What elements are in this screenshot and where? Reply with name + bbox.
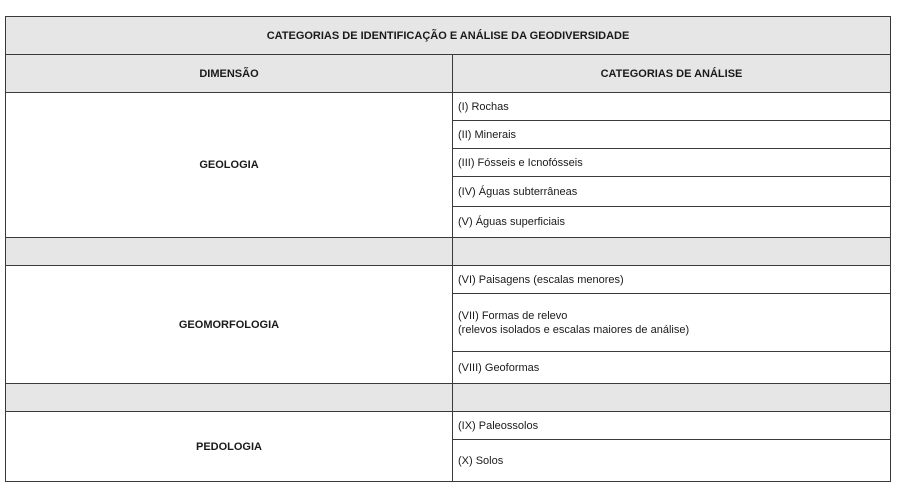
category-viii: (VIII) Geoformas	[453, 352, 891, 384]
category-vi: (VI) Paisagens (escalas menores)	[453, 266, 891, 294]
category-iii: (III) Fósseis e Icnofósseis	[453, 149, 891, 177]
dimension-geomorfologia: GEOMORFOLOGIA	[6, 266, 453, 384]
table-row	[6, 93, 891, 121]
header-categories: CATEGORIAS DE ANÁLISE	[453, 55, 891, 93]
title-row	[6, 17, 891, 55]
header-row	[6, 55, 891, 93]
category-v: (V) Águas superficiais	[453, 207, 891, 238]
separator-cell	[6, 238, 453, 266]
category-ii: (II) Minerais	[453, 121, 891, 149]
table-row	[6, 266, 891, 294]
header-dimension: DIMENSÃO	[6, 55, 453, 93]
separator-cell	[6, 384, 453, 412]
category-vii-line-2: (relevos isolados e escalas maiores de análise)	[458, 323, 690, 336]
dimension-pedologia: PEDOLOGIA	[6, 412, 453, 482]
separator-row	[6, 384, 891, 412]
category-ix: (IX) Paleossolos	[453, 412, 891, 440]
separator-row	[6, 238, 891, 266]
separator-cell	[453, 238, 891, 266]
table-title: CATEGORIAS DE IDENTIFICAÇÃO E ANÁLISE DA GEODIVERSIDADE	[6, 17, 891, 55]
geodiversity-table	[5, 16, 891, 482]
category-vii-line-1: (VII) Formas de relevo	[458, 309, 568, 322]
dimension-geologia: GEOLOGIA	[6, 93, 453, 238]
table-row	[6, 412, 891, 440]
category-x: (X) Solos	[453, 440, 891, 482]
category-i: (I) Rochas	[453, 93, 891, 121]
separator-cell	[453, 384, 891, 412]
category-iv: (IV) Águas subterrâneas	[453, 177, 891, 207]
category-vii	[453, 294, 891, 352]
